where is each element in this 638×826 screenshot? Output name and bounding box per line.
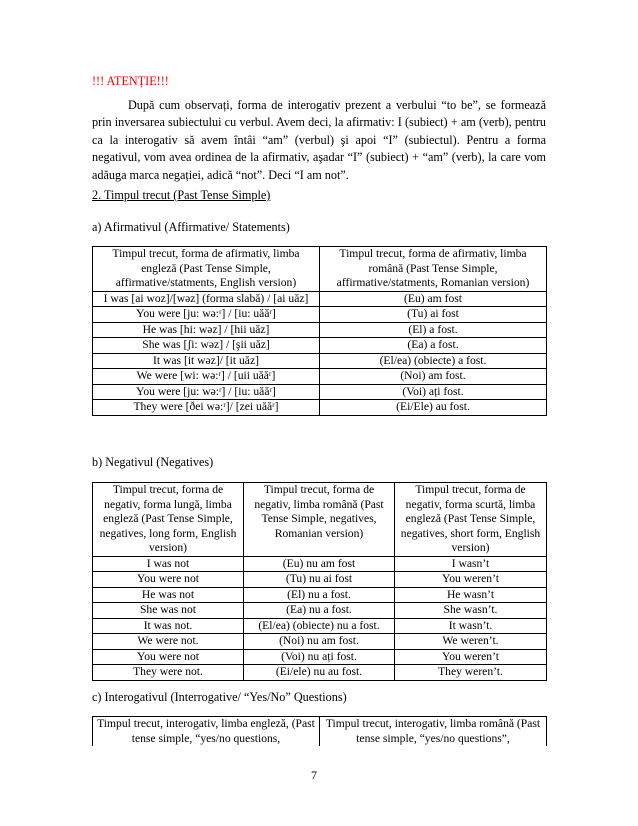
table-interrogative	[92, 716, 547, 746]
table-cell: He was [hi: wəz] / [hii uăz]	[93, 322, 320, 338]
table-row	[93, 307, 547, 323]
header-cell: Timpul trecut, forma de negativ, limba română (Past Tense Simple, negatives, Romanian version)	[244, 483, 395, 557]
table-cell: (Noi) nu am fost.	[244, 634, 395, 650]
table-cell: We were [wi: wə:ʳ] / [uii uăăʳ]	[93, 369, 320, 385]
table-header-row	[93, 717, 547, 747]
table-cell: (Ei/Ele) au fost.	[320, 400, 547, 416]
table-header-row	[93, 247, 547, 292]
header-cell: Timpul trecut, interogativ, limba engleză, (Past tense simple, “yes/no questions,	[93, 717, 320, 747]
table-row	[93, 556, 547, 572]
table-cell: They were not.	[93, 665, 244, 681]
header-cell: Timpul trecut, forma de negativ, forma lungă, limba engleză (Past Tense Simple, negatives, long form, English version)	[93, 483, 244, 557]
table-cell: You were not	[93, 649, 244, 665]
table-cell: I wasn’t	[395, 556, 547, 572]
table-cell: He was not	[93, 587, 244, 603]
table-cell: (Ea) nu a fost.	[244, 603, 395, 619]
table-cell: (El/ea) (obiecte) a fost.	[320, 353, 547, 369]
table-cell: It wasn’t.	[395, 618, 547, 634]
table-row	[93, 400, 547, 416]
table-cell: (El) a fost.	[320, 322, 547, 338]
table-cell: (Tu) ai fost	[320, 307, 547, 323]
table-row	[93, 322, 547, 338]
table-row	[93, 665, 547, 681]
explanation-paragraph	[92, 97, 546, 184]
table-cell: I was not	[93, 556, 244, 572]
table-cell: (Eu) nu am fost	[244, 556, 395, 572]
table-cell: You were not	[93, 572, 244, 588]
paragraph-text: După cum observați, forma de interogativ prezent a verbului “to be”, se formează prin inversarea subiectului cu verbul. Avem deci, la afirmativ: I (subiect) + am (verb), pentru ca la interogativ să avem întâi “am” (verbul) şi apoi “I” (subiectul). Pentru a forma negativul, vom avea ordinea de la afirmativ, aşadar “I” (subiect) + “am” (verb), la care vom adăuga marca negației, adică “not”. Deci “I am not”.	[92, 98, 546, 182]
table-row	[93, 603, 547, 619]
table-cell: (El) nu a fost.	[244, 587, 395, 603]
page-number: 7	[311, 768, 317, 782]
table-cell: It was not.	[93, 618, 244, 634]
table-header-row	[93, 483, 547, 557]
header-cell: Timpul trecut, forma de afirmativ, limba română (Past Tense Simple, affirmative/statments, Romanian version)	[320, 247, 547, 292]
table-affirmative	[92, 246, 547, 416]
table-cell: We weren’t.	[395, 634, 547, 650]
header-cell: Timpul trecut, forma de afirmativ, limba engleză (Past Tense Simple, affirmative/statments, English version)	[93, 247, 320, 292]
header-cell: Timpul trecut, interogativ, limba română (Past tense simple, “yes/no questions”,	[320, 717, 547, 747]
table-cell: She wasn’t.	[395, 603, 547, 619]
table-cell: He wasn’t	[395, 587, 547, 603]
subheading-negatives: b) Negativul (Negatives)	[92, 455, 214, 469]
table-row	[93, 353, 547, 369]
table-cell: She was not	[93, 603, 244, 619]
table-row	[93, 587, 547, 603]
table-row	[93, 291, 547, 307]
table-row	[93, 384, 547, 400]
table-row	[93, 649, 547, 665]
table-cell: (Eu) am fost	[320, 291, 547, 307]
table-cell: You were [ju: wə:ʳ] / [iu: uăăʳ]	[93, 307, 320, 323]
table-cell: You weren’t	[395, 572, 547, 588]
header-cell: Timpul trecut, forma de negativ, forma scurtă, limba engleză (Past Tense Simple, negatives, short form, English version)	[395, 483, 547, 557]
subheading-affirmative: a) Afirmativul (Affirmative/ Statements)	[92, 220, 290, 234]
table-cell: (El/ea) (obiecte) nu a fost.	[244, 618, 395, 634]
table-cell: They were [ðei wə:ʳ]/ [zei uăăʳ]	[93, 400, 320, 416]
table-row	[93, 634, 547, 650]
table-cell: They weren’t.	[395, 665, 547, 681]
table-row	[93, 338, 547, 354]
table-cell: You weren’t	[395, 649, 547, 665]
table-cell: You were [ju: wə:ʳ] / [iu: uăăʳ]	[93, 384, 320, 400]
table-cell: (Voi) nu ați fost.	[244, 649, 395, 665]
table-cell: I was [ai woz]/[wəz] (forma slabă) / [ai uăz]	[93, 291, 320, 307]
table-cell: It was [it wəz]/ [it uăz]	[93, 353, 320, 369]
table-cell: She was [ʃi: wəz] / [şii uăz]	[93, 338, 320, 354]
table-cell: We were not.	[93, 634, 244, 650]
table-cell: (Noi) am fost.	[320, 369, 547, 385]
section-title: 2. Timpul trecut (Past Tense Simple)	[92, 188, 271, 202]
warning-heading: !!! ATENȚIE!!!	[92, 74, 169, 88]
table-negatives	[92, 482, 547, 681]
table-row	[93, 618, 547, 634]
table-cell: (Voi) ați fost.	[320, 384, 547, 400]
table-cell: (Ea) a fost.	[320, 338, 547, 354]
table-row	[93, 572, 547, 588]
table-cell: (Ei/ele) nu au fost.	[244, 665, 395, 681]
table-row	[93, 369, 547, 385]
table-cell: (Tu) nu ai fost	[244, 572, 395, 588]
subheading-interrogative: c) Interogativul (Interrogative/ “Yes/No” Questions)	[92, 690, 347, 704]
